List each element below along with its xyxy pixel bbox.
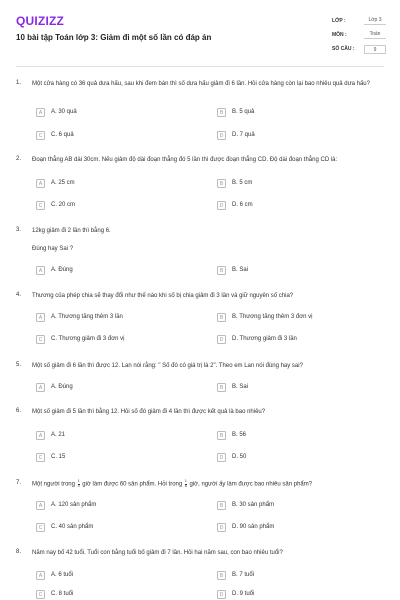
option-text: D. 7 quả: [232, 132, 255, 138]
option-b[interactable]: [217, 430, 369, 442]
option-text: C. 6 quả: [51, 132, 74, 138]
option-b[interactable]: [217, 312, 369, 324]
option-letter-box: A: [36, 431, 45, 440]
question-number: 6.: [16, 408, 22, 414]
question-number: 4.: [16, 292, 22, 298]
question-text: [32, 480, 384, 490]
option-text: B. 5 quả: [232, 109, 255, 115]
option-letter-box: C: [36, 590, 45, 599]
meta-grade-key: LỚP :: [332, 18, 346, 24]
option-text: B. 5 cm: [232, 180, 253, 186]
header-divider: [16, 66, 384, 67]
option-letter-box: A: [36, 501, 45, 510]
option-letter-box: B: [217, 266, 226, 275]
fraction-denominator: 6: [184, 483, 187, 488]
option-d[interactable]: [217, 200, 369, 212]
question-text-part: giờ làm được 60 sản phẩm. Hỏi trong: [82, 481, 183, 488]
option-b[interactable]: [217, 107, 369, 119]
option-text: A. 30 quả: [51, 109, 77, 115]
option-letter-box: A: [36, 383, 45, 392]
option-letter-box: B: [217, 179, 226, 188]
question-text: 12kg giảm đi 2 lần thì bằng 6.: [32, 228, 111, 234]
option-a[interactable]: [36, 570, 188, 582]
option-text: B. 7 tuổi: [232, 572, 255, 578]
option-text: C. Thương giảm đi 3 đơn vị: [51, 336, 125, 342]
question-text: Một số giảm đi 5 lần thì bằng 12. Hỏi số đó giảm đi 4 lần thì được kết quả là bao nhiêu?: [32, 409, 266, 415]
question-number: 5.: [16, 362, 22, 368]
option-letter-box: A: [36, 266, 45, 275]
question-text: Một số giảm đi 6 lần thì được 12. Lan nói rằng: " Số đó có giá trị là 2". Theo em Lan nói đúng hay sai?: [32, 363, 303, 369]
option-a[interactable]: [36, 382, 188, 394]
option-a[interactable]: [36, 265, 188, 277]
option-text: B. 56: [232, 432, 247, 438]
option-letter-box: B: [217, 431, 226, 440]
option-d[interactable]: [217, 589, 369, 600]
option-text: B. Sai: [232, 267, 249, 273]
option-d[interactable]: [217, 522, 369, 534]
option-text: D. 90 sản phẩm: [232, 524, 275, 530]
option-letter-box: A: [36, 571, 45, 580]
question-subtext: Đúng hay Sai ?: [32, 246, 74, 252]
question-number: 7.: [16, 480, 22, 486]
option-b[interactable]: [217, 570, 369, 582]
option-a[interactable]: [36, 178, 188, 190]
option-letter-box: C: [36, 523, 45, 532]
option-letter-box: B: [217, 571, 226, 580]
option-c[interactable]: [36, 522, 188, 534]
option-c[interactable]: [36, 130, 188, 142]
option-text: A. Đúng: [51, 384, 73, 390]
question-number: 3.: [16, 227, 22, 233]
option-c[interactable]: [36, 452, 188, 464]
option-text: C. 40 sản phẩm: [51, 524, 94, 530]
option-text: C. 8 tuổi: [51, 591, 74, 597]
question-number: 1.: [16, 80, 22, 86]
option-letter-box: D: [217, 590, 226, 599]
question-text: Năm nay bố 42 tuổi. Tuổi con bằng tuổi bố giảm đi 7 lần. Hỏi hai năm sau, con bao nhiêu tuổi?: [32, 550, 283, 556]
option-text: A. 6 tuổi: [51, 572, 74, 578]
question-number: 8.: [16, 549, 22, 555]
fraction: [185, 480, 187, 488]
option-letter-box: C: [36, 453, 45, 462]
option-d[interactable]: [217, 334, 369, 346]
option-a[interactable]: [36, 500, 188, 512]
option-letter-box: A: [36, 108, 45, 117]
option-text: D. 9 tuổi: [232, 591, 255, 597]
option-d[interactable]: [217, 130, 369, 142]
option-text: D. 50: [232, 454, 247, 460]
question-text: Một cửa hàng có 36 quả dưa hấu, sau khi đem bán thì số dưa hấu giảm đi 6 lần. Hỏi cửa hàng còn lại bao nhiêu quả dưa hấu?: [32, 81, 370, 87]
option-c[interactable]: [36, 334, 188, 346]
option-text: B. Sai: [232, 384, 249, 390]
option-letter-box: C: [36, 335, 45, 344]
question-text-part: giờ, người ấy làm được bao nhiêu sản phẩm?: [189, 481, 313, 488]
option-text: B. Thương tăng thêm 3 đơn vị: [232, 314, 313, 320]
meta-grade-value: Lớp 3: [364, 17, 386, 25]
option-b[interactable]: [217, 178, 369, 190]
option-text: C. 20 cm: [51, 202, 76, 208]
question-number: 2.: [16, 156, 22, 162]
option-letter-box: B: [217, 501, 226, 510]
option-d[interactable]: [217, 452, 369, 464]
option-b[interactable]: [217, 382, 369, 394]
option-letter-box: D: [217, 335, 226, 344]
fraction: [78, 480, 80, 488]
meta-subject-value: Toán: [364, 31, 386, 39]
option-letter-box: B: [217, 108, 226, 117]
option-text: A. 21: [51, 432, 66, 438]
option-letter-box: D: [217, 201, 226, 210]
option-text: A. Thương tăng thêm 3 lần: [51, 314, 123, 320]
option-letter-box: D: [217, 131, 226, 140]
option-letter-box: C: [36, 201, 45, 210]
option-c[interactable]: [36, 200, 188, 212]
option-a[interactable]: [36, 312, 188, 324]
fraction-numerator: 1: [77, 479, 80, 483]
option-letter-box: D: [217, 453, 226, 462]
meta-count-value: 9: [364, 45, 386, 54]
fraction-denominator: 3: [77, 483, 80, 488]
option-letter-box: D: [217, 523, 226, 532]
option-text: D. Thương giảm đi 3 lần: [232, 336, 297, 342]
option-a[interactable]: [36, 430, 188, 442]
option-text: A. 120 sản phẩm: [51, 502, 97, 508]
option-text: B. 30 sản phẩm: [232, 502, 275, 508]
quizizz-logo: QUIZIZZ: [16, 14, 65, 28]
option-text: C. 15: [51, 454, 66, 460]
question-text-part: Một người trong: [32, 481, 75, 488]
fraction-numerator: 1: [184, 479, 187, 483]
option-letter-box: C: [36, 131, 45, 140]
option-letter-box: A: [36, 179, 45, 188]
option-text: D. 6 cm: [232, 202, 253, 208]
option-c[interactable]: [36, 589, 188, 600]
meta-count-key: SỐ CÂU :: [332, 46, 355, 52]
option-letter-box: A: [36, 313, 45, 322]
option-b[interactable]: [217, 500, 369, 512]
option-text: A. Đúng: [51, 267, 73, 273]
option-letter-box: B: [217, 383, 226, 392]
document-title: 10 bài tập Toán lớp 3: Giảm đi một số lần có đáp án: [16, 33, 212, 42]
option-b[interactable]: [217, 265, 369, 277]
meta-subject-key: MÔN :: [332, 32, 347, 38]
option-a[interactable]: [36, 107, 188, 119]
question-text: Đoạn thẳng AB dài 30cm. Nếu giảm độ dài đoạn thẳng đó 5 lần thì được đoạn thẳng CD. Độ dài đoạn thẳng CD là:: [32, 157, 338, 163]
page-header: [0, 0, 400, 66]
option-letter-box: B: [217, 313, 226, 322]
option-text: A. 25 cm: [51, 180, 75, 186]
question-text: Thương của phép chia sẽ thay đổi như thế nào khi số bị chia giảm đi 3 lần và giữ nguyên số chia?: [32, 293, 294, 299]
